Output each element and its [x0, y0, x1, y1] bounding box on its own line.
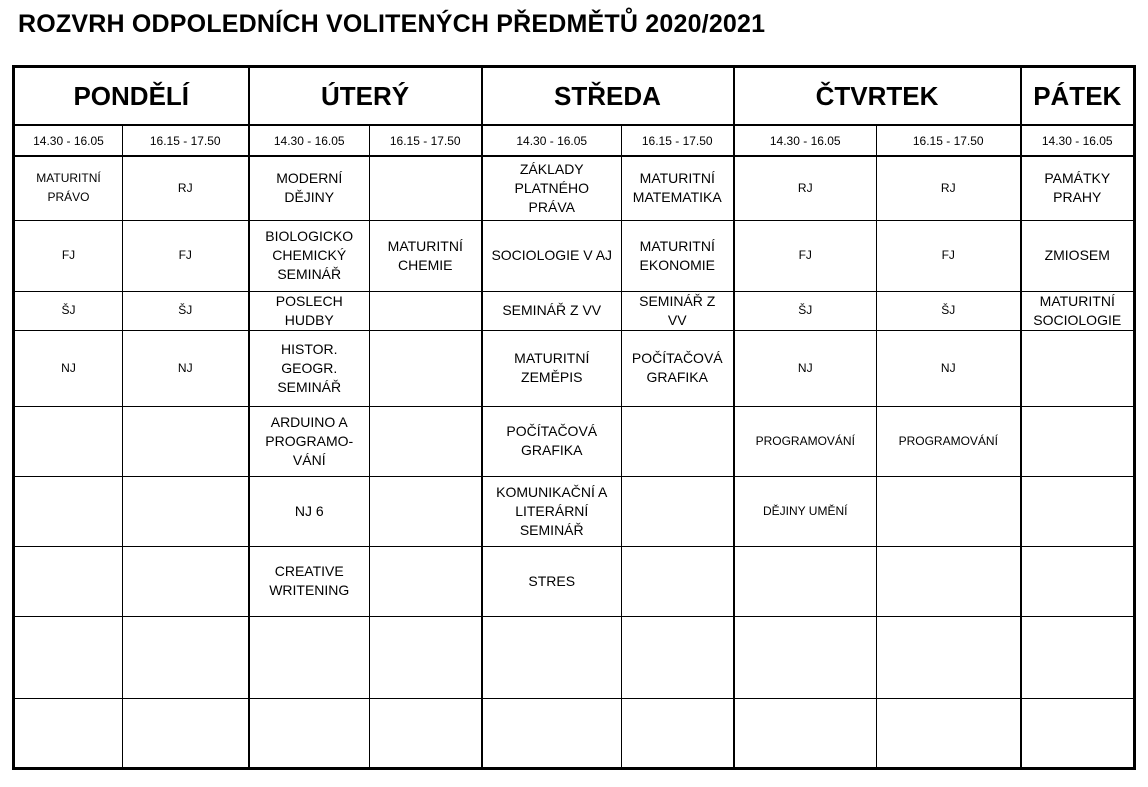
subject-label: ZÁKLADY PLATNÉHO PRÁVA [514, 160, 589, 215]
subject-cell [1021, 476, 1135, 546]
subject-cell [622, 330, 734, 406]
subject-label: KOMUNIKAČNÍ A LITERÁRNÍ SEMINÁŘ [496, 483, 608, 538]
subject-cell [370, 406, 482, 476]
subject-cell [249, 546, 370, 616]
subject-cell [1021, 291, 1135, 330]
day-header-friday: PÁTEK [1021, 67, 1135, 126]
time-slot: 14.30 - 16.05 [1021, 125, 1135, 156]
subject-label: RJ [940, 180, 956, 195]
subject-cell [370, 476, 482, 546]
subject-cell [734, 156, 877, 220]
subject-cell [622, 476, 734, 546]
day-header-row [14, 67, 1135, 126]
subject-cell [370, 291, 482, 330]
subject-cell [123, 406, 249, 476]
subject-label: NJ [797, 360, 813, 375]
subject-label: HISTOR. GEOGR. SEMINÁŘ [277, 340, 342, 395]
table-row [14, 291, 1135, 330]
subject-label: RJ [797, 180, 813, 195]
subject-cell [123, 220, 249, 291]
subject-label: NJ 6 [294, 502, 324, 519]
table-row [14, 616, 1135, 698]
subject-cell [14, 546, 123, 616]
subject-label: NJ [61, 360, 76, 375]
subject-label: PAMÁTKY PRAHY [1044, 170, 1111, 206]
subject-label: PROGRAMOVÁNÍ [898, 433, 998, 448]
subject-cell [622, 406, 734, 476]
subject-cell [249, 291, 370, 330]
schedule-table [12, 65, 1136, 770]
subject-label: ŠJ [941, 303, 956, 317]
subject-label: MATURITNÍ ZEMĚPIS [514, 350, 590, 385]
subject-label: DĚJINY UMĚNÍ [763, 503, 848, 518]
subject-cell [622, 220, 734, 291]
subject-cell [622, 546, 734, 616]
subject-label: MATURITNÍ PRÁVO [36, 171, 101, 205]
table-row [14, 476, 1135, 546]
subject-cell [14, 698, 123, 768]
subject-cell [877, 698, 1021, 768]
subject-cell [14, 156, 123, 220]
day-header-wednesday: STŘEDA [482, 67, 734, 126]
time-slot: 14.30 - 16.05 [734, 125, 877, 156]
subject-label: RJ [177, 180, 193, 195]
subject-cell [123, 156, 249, 220]
subject-cell [249, 220, 370, 291]
subject-cell [14, 616, 123, 698]
subject-label: POSLECH HUDBY [275, 292, 343, 328]
subject-label: NJ [940, 360, 956, 375]
subject-cell [734, 546, 877, 616]
subject-cell [249, 330, 370, 406]
subject-cell [14, 330, 123, 406]
subject-cell [14, 476, 123, 546]
subject-cell [14, 291, 123, 330]
subject-label: STRES [528, 572, 576, 589]
subject-cell [14, 220, 123, 291]
subject-cell [734, 698, 877, 768]
subject-label: ŠJ [798, 303, 813, 317]
table-row [14, 330, 1135, 406]
table-row [14, 406, 1135, 476]
time-slot: 16.15 - 17.50 [123, 125, 249, 156]
subject-cell [1021, 220, 1135, 291]
subject-cell [1021, 156, 1135, 220]
subject-cell [482, 220, 622, 291]
subject-label: NJ [177, 360, 193, 375]
subject-cell [123, 291, 249, 330]
table-row [14, 546, 1135, 616]
subject-label: CREATIVE WRITENING [269, 563, 350, 598]
subject-label: POČÍTAČOVÁ GRAFIKA [631, 350, 723, 385]
time-slot: 14.30 - 16.05 [249, 125, 370, 156]
subject-cell [1021, 406, 1135, 476]
table-row [14, 698, 1135, 768]
subject-cell [877, 476, 1021, 546]
subject-cell [249, 406, 370, 476]
subject-cell [1021, 330, 1135, 406]
day-header-tuesday: ÚTERÝ [249, 67, 482, 126]
subject-cell [734, 616, 877, 698]
subject-cell [622, 698, 734, 768]
subject-label: ZMIOSEM [1044, 247, 1110, 263]
subject-label: MATURITNÍ MATEMATIKA [632, 170, 722, 206]
subject-cell [877, 546, 1021, 616]
subject-label: FJ [798, 248, 812, 262]
subject-cell [482, 698, 622, 768]
time-slot: 16.15 - 17.50 [370, 125, 482, 156]
subject-cell [370, 546, 482, 616]
subject-label: SEMINÁŘ Z VV [502, 302, 602, 318]
subject-cell [1021, 546, 1135, 616]
subject-label: MODERNÍ DĚJINY [276, 170, 343, 206]
subject-label: FJ [61, 248, 76, 262]
subject-cell [370, 616, 482, 698]
time-slot: 16.15 - 17.50 [877, 125, 1021, 156]
table-row [14, 156, 1135, 220]
subject-cell [734, 330, 877, 406]
subject-cell [734, 220, 877, 291]
subject-cell [370, 156, 482, 220]
subject-label: ŠJ [61, 303, 76, 317]
subject-cell [622, 291, 734, 330]
subject-label: SOCIOLOGIE V AJ [491, 247, 613, 263]
time-slot: 16.15 - 17.50 [622, 125, 734, 156]
subject-cell [123, 330, 249, 406]
subject-label: FJ [941, 248, 955, 262]
subject-cell [622, 156, 734, 220]
time-slot-row [14, 125, 1135, 156]
subject-label: ARDUINO A PROGRAMO- VÁNÍ [265, 413, 354, 468]
subject-label: MATURITNÍ CHEMIE [387, 237, 463, 273]
subject-cell [877, 291, 1021, 330]
subject-label: ŠJ [178, 303, 193, 317]
subject-cell [14, 406, 123, 476]
subject-cell [370, 330, 482, 406]
page-title: ROZVRH ODPOLEDNÍCH VOLITENÝCH PŘEDMĚTŮ 2020/2021 [18, 10, 766, 38]
time-slot: 14.30 - 16.05 [482, 125, 622, 156]
day-header-thursday: ČTVRTEK [734, 67, 1021, 126]
subject-cell [877, 616, 1021, 698]
subject-label: POČÍTAČOVÁ GRAFIKA [506, 423, 598, 458]
subject-cell [482, 291, 622, 330]
subject-cell [370, 220, 482, 291]
subject-cell [482, 406, 622, 476]
table-row [14, 220, 1135, 291]
subject-cell [482, 616, 622, 698]
subject-label: FJ [178, 248, 192, 262]
day-header-monday: PONDĚLÍ [14, 67, 249, 126]
subject-cell [877, 156, 1021, 220]
subject-cell [249, 698, 370, 768]
subject-cell [734, 406, 877, 476]
subject-cell [249, 156, 370, 220]
subject-cell [123, 698, 249, 768]
subject-cell [123, 616, 249, 698]
subject-cell [123, 476, 249, 546]
time-slot: 14.30 - 16.05 [14, 125, 123, 156]
subject-cell [482, 330, 622, 406]
subject-cell [622, 616, 734, 698]
subject-cell [123, 546, 249, 616]
subject-cell [877, 220, 1021, 291]
subject-cell [734, 291, 877, 330]
subject-cell [734, 476, 877, 546]
subject-label: SEMINÁŘ Z VV [639, 292, 716, 328]
subject-cell [482, 156, 622, 220]
subject-label: BIOLOGICKO CHEMICKÝ SEMINÁŘ [265, 228, 354, 282]
subject-cell [249, 616, 370, 698]
subject-cell [1021, 698, 1135, 768]
subject-cell [482, 546, 622, 616]
subject-cell [1021, 616, 1135, 698]
subject-cell [877, 330, 1021, 406]
subject-label: MATURITNÍ SOCIOLOGIE [1033, 292, 1122, 328]
subject-label: MATURITNÍ EKONOMIE [639, 237, 715, 273]
subject-cell [370, 698, 482, 768]
subject-cell [877, 406, 1021, 476]
subject-cell [249, 476, 370, 546]
subject-cell [482, 476, 622, 546]
subject-label: PROGRAMOVÁNÍ [755, 433, 855, 448]
